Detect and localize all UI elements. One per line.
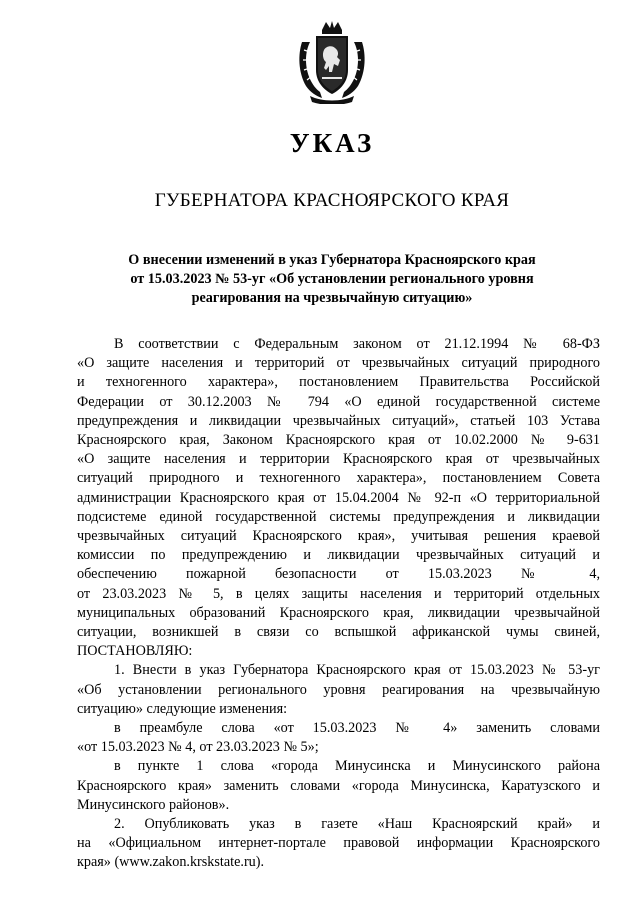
preamble-paragraph [77,335,600,661]
text-line: «О защите населения и территории Красноярского края от чрезвычайных [77,451,600,468]
text-line: муниципальных образований Красноярского края, ликвидации чрезвычайной [77,604,600,621]
coat-of-arms-icon [296,20,368,104]
text-line: в пункте 1 слова «города Минусинска и Минусинского района [114,758,600,775]
text-line: «от 15.03.2023 № 4, от 23.03.2023 № 5»; [77,739,319,756]
item-1-paragraph [77,661,600,719]
decree-body [77,335,600,873]
text-line: ситуацию» следующие изменения: [77,700,288,717]
text-line: 1. Внести в указ Губернатора Красноярского края от 15.03.2023 № 53-уг [114,662,600,679]
text-line: в преамбуле слова «от 15.03.2023 № 4» заменить словами [114,720,600,737]
text-line: Минусинского районов». [77,796,230,813]
item-1a-paragraph [77,719,600,757]
text-line: Красноярского края, Законом Красноярского края от 10.02.2000 № 9-631 [77,432,600,449]
text-line: ситуации, возникшей в связи со вспышкой африканской чумы свиней, [77,624,600,641]
decree-heading [80,251,584,308]
text-line: предупреждения и ликвидации чрезвычайных ситуаций», статьей 103 Устава [77,412,600,429]
text-line: ПОСТАНОВЛЯЮ: [77,643,193,660]
item-2-paragraph [77,815,600,873]
text-line: 2. Опубликовать указ в газете «Наш Красноярский край» и [114,816,600,833]
text-line: ситуаций природного и техногенного характера», постановлением Совета [77,470,600,487]
item-1b-paragraph [77,757,600,815]
text-line: администрации Красноярского края от 15.04.2004 № 92-п «О территориальной [77,489,600,506]
text-line: и техногенного характера», постановлением Правительства Российской [77,374,600,391]
text-line: чрезвычайных ситуаций Красноярского края», учитывая решения краевой [77,528,600,545]
text-line: «Об установлении регионального уровня реагирования на чрезвычайную [77,681,600,698]
text-line: края» (www.zakon.krskstate.ru). [77,854,265,871]
heading-line: реагирования на чрезвычайную ситуацию» [191,290,473,306]
text-line: Федерации от 30.12.2003 № 794 «О единой государственной системе [77,393,600,410]
text-line: от 23.03.2023 № 5, в целях защиты населения и территорий отдельных [77,585,600,602]
text-line: Красноярского края» заменить словами «города Минусинска, Каратузского и [77,777,600,794]
heading-line: от 15.03.2023 № 53-уг «Об установлении регионального уровня [130,271,534,287]
text-line: на «Официальном интернет-портале правовой информации Красноярского [77,835,600,852]
text-line: «О защите населения и территорий от чрезвычайных ситуаций природного [77,355,600,372]
text-line: В соответствии с Федеральным законом от 21.12.1994 № 68-ФЗ [114,336,600,352]
text-line: подсистеме единой государственной системы предупреждения и ликвидации [77,508,600,525]
text-line: комиссии по предупреждению и ликвидации чрезвычайных ситуаций и [77,547,600,564]
decree-subtitle: ГУБЕРНАТОРА КРАСНОЯРСКОГО КРАЯ [154,190,510,211]
decree-title: УКАЗ [289,128,375,158]
text-line: обеспечению пожарной безопасности от 15.03.2023 № 4, [77,566,600,583]
heading-line: О внесении изменений в указ Губернатора Красноярского края [128,252,536,268]
